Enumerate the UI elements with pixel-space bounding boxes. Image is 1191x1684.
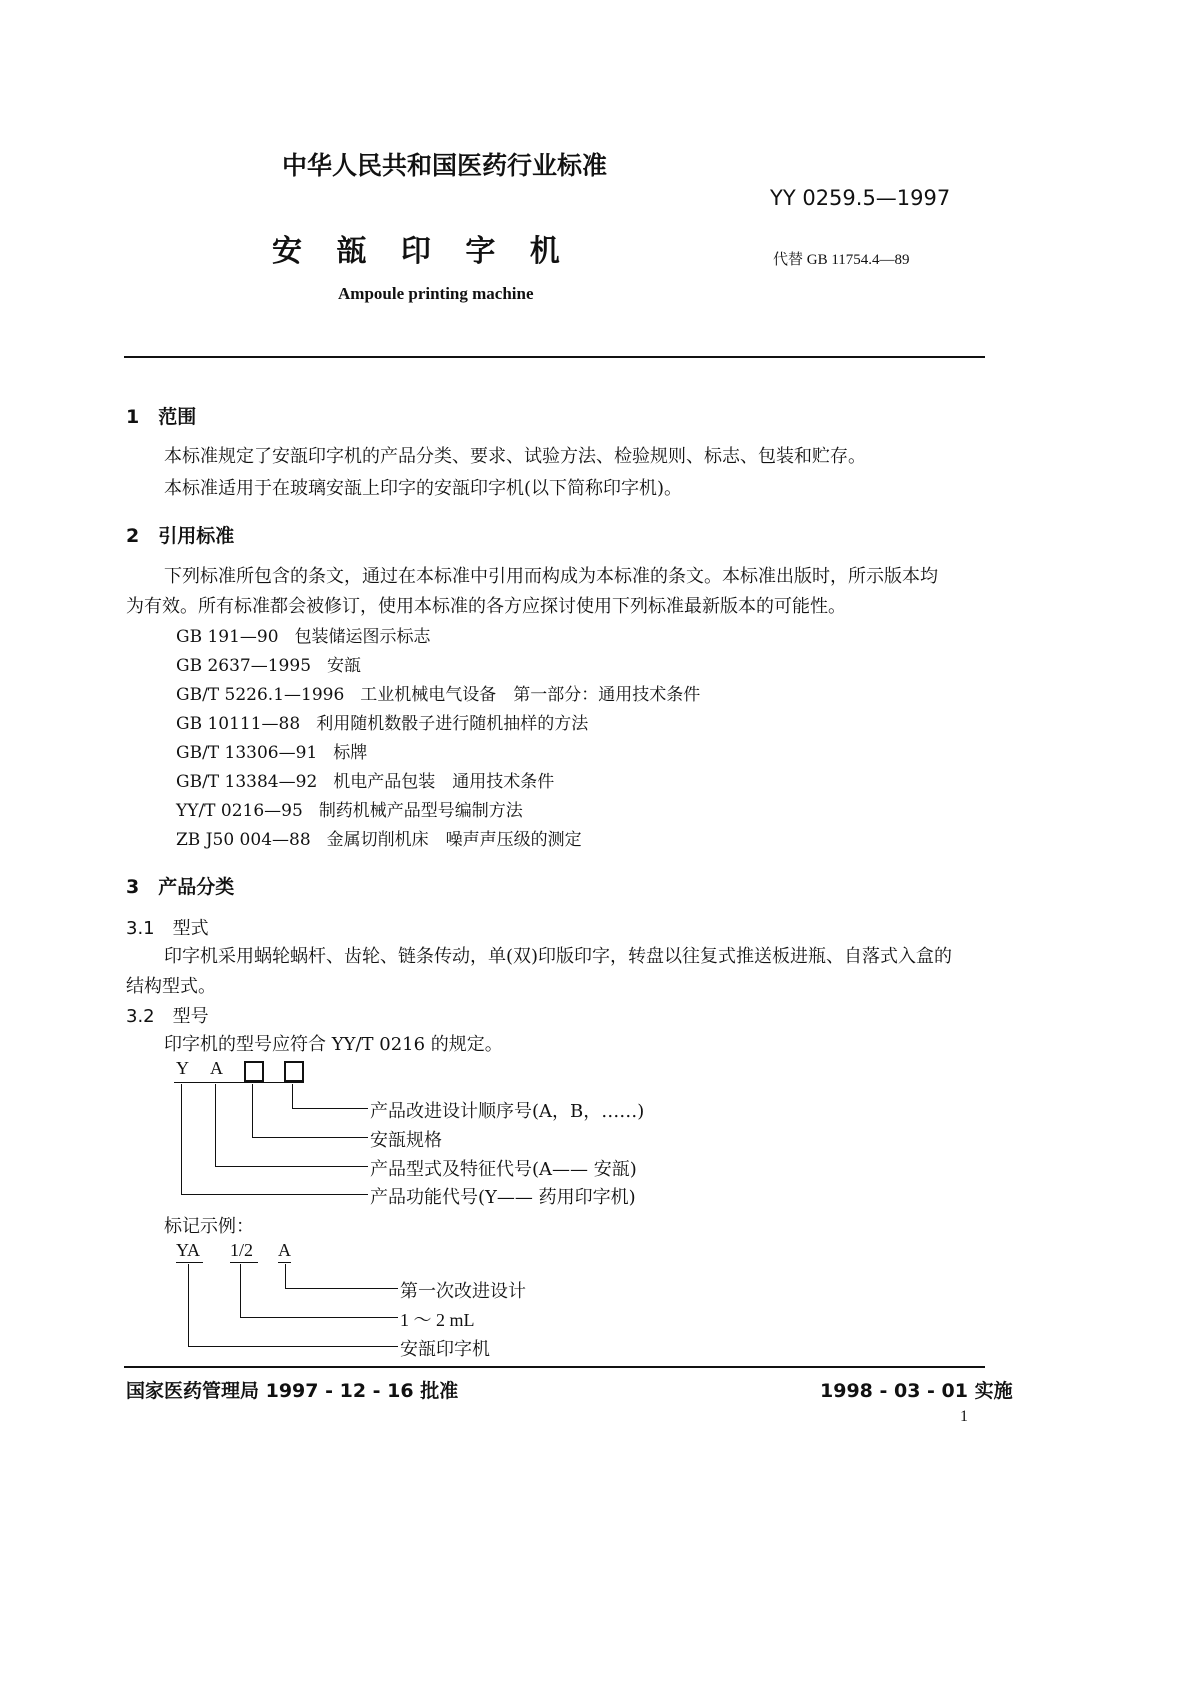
model-bracket xyxy=(215,1084,216,1166)
example-bracket xyxy=(240,1317,398,1318)
example-label-item: 安瓿印字机 xyxy=(400,1339,490,1360)
model-box-revision xyxy=(284,1061,304,1082)
section-3-1-line-1: 印字机采用蜗轮蜗杆、齿轮、链条传动，单(双)印版印字，转盘以往复式推送板进瓶、自落式入盒的 xyxy=(164,946,953,967)
example-bracket xyxy=(285,1264,286,1288)
footer-rule xyxy=(124,1366,985,1368)
reference-code: GB/T 13306—91 xyxy=(176,743,318,763)
reference-title: 制药机械产品型号编制方法 xyxy=(318,801,523,821)
reference-item xyxy=(176,796,523,821)
document-title: 安 瓿 印 字 机 xyxy=(272,234,572,269)
section-3-1-line-2: 结构型式。 xyxy=(126,976,216,997)
model-label: 产品功能代号(Y—— 药用印字机) xyxy=(370,1187,636,1208)
reference-title: 利用随机数骰子进行随机抽样的方法 xyxy=(316,714,589,734)
model-label: 产品型式及特征代号(A—— 安瓿) xyxy=(370,1159,637,1180)
model-bracket xyxy=(252,1084,253,1137)
reference-item xyxy=(176,709,588,734)
model-bracket xyxy=(215,1166,368,1167)
model-underline xyxy=(174,1082,304,1083)
example-underline xyxy=(176,1262,203,1263)
example-code-size: 1/2 xyxy=(230,1240,254,1260)
model-label: 安瓿规格 xyxy=(370,1130,442,1151)
english-title: Ampoule printing machine xyxy=(338,284,534,303)
reference-title: 金属切削机床 噪声声压级的测定 xyxy=(326,830,582,850)
section-2-intro-line-1: 下列标准所包含的条文，通过在本标准中引用而构成为本标准的条文。本标准出版时，所示版本均 xyxy=(164,566,938,587)
example-label: 标记示例： xyxy=(164,1216,254,1237)
model-box-size xyxy=(244,1061,264,1082)
reference-code: GB 191—90 xyxy=(176,627,279,647)
reference-code: ZB J50 004—88 xyxy=(176,830,311,850)
section-1-heading: 1 范围 xyxy=(126,406,197,428)
reference-item xyxy=(176,680,700,705)
section-2-intro-line-2: 为有效。所有标准都会被修订，使用本标准的各方应探讨使用下列标准最新版本的可能性。 xyxy=(126,596,846,617)
reference-code: GB 2637—1995 xyxy=(176,656,312,676)
reference-item xyxy=(176,651,361,676)
standard-number: YY 0259.5—1997 xyxy=(770,186,951,210)
reference-code: GB/T 13384—92 xyxy=(176,772,318,792)
example-label-item: 第一次改进设计 xyxy=(400,1281,526,1302)
reference-item xyxy=(176,738,367,763)
model-letter-y: Y xyxy=(176,1058,189,1078)
reference-item xyxy=(176,767,554,792)
reference-title: 包装储运图示标志 xyxy=(294,627,431,647)
replaces-standard: 代替 GB 11754.4—89 xyxy=(773,252,910,268)
reference-code: GB 10111—88 xyxy=(176,714,301,734)
model-letter-a: A xyxy=(210,1058,223,1078)
example-underline xyxy=(230,1262,258,1263)
effective-date: 1998 - 03 - 01 实施 xyxy=(820,1380,1013,1402)
section-1-paragraph-2: 本标准适用于在玻璃安瓿上印字的安瓿印字机(以下简称印字机)。 xyxy=(164,478,683,499)
example-bracket xyxy=(188,1346,398,1347)
section-3-2-heading: 3.2 型号 xyxy=(126,1006,209,1027)
model-label: 产品改进设计顺序号(A，B，……) xyxy=(370,1101,645,1122)
approval-statement: 国家医药管理局 1997 - 12 - 16 批准 xyxy=(126,1380,459,1402)
model-bracket xyxy=(292,1108,368,1109)
reference-title: 机电产品包装 通用技术条件 xyxy=(333,772,555,792)
reference-title: 标牌 xyxy=(333,743,368,763)
section-3-2-text: 印字机的型号应符合 YY/T 0216 的规定。 xyxy=(164,1034,503,1055)
example-bracket xyxy=(188,1264,189,1346)
org-title: 中华人民共和国医药行业标准 xyxy=(282,151,608,180)
page-number: 1 xyxy=(960,1408,968,1425)
section-3-heading: 3 产品分类 xyxy=(126,876,235,898)
reference-item xyxy=(176,622,431,647)
reference-title: 工业机械电气设备 第一部分：通用技术条件 xyxy=(360,685,701,705)
reference-code: GB/T 5226.1—1996 xyxy=(176,685,345,705)
example-code-ya: YA xyxy=(176,1240,201,1260)
reference-item xyxy=(176,825,582,850)
example-code-revision: A xyxy=(278,1240,291,1260)
model-bracket xyxy=(252,1137,368,1138)
example-label-item: 1 ～ 2 mL xyxy=(400,1310,475,1330)
header-rule xyxy=(124,356,985,358)
reference-title: 安瓿 xyxy=(327,656,362,676)
model-bracket xyxy=(181,1084,182,1194)
section-1-paragraph-1: 本标准规定了安瓿印字机的产品分类、要求、试验方法、检验规则、标志、包装和贮存。 xyxy=(164,446,866,467)
model-bracket xyxy=(292,1084,293,1108)
model-bracket xyxy=(181,1194,368,1195)
section-2-heading: 2 引用标准 xyxy=(126,525,235,547)
example-bracket xyxy=(240,1264,241,1317)
reference-code: YY/T 0216—95 xyxy=(176,801,303,821)
example-bracket xyxy=(285,1288,398,1289)
section-3-1-heading: 3.1 型式 xyxy=(126,918,209,939)
example-underline xyxy=(278,1262,291,1263)
